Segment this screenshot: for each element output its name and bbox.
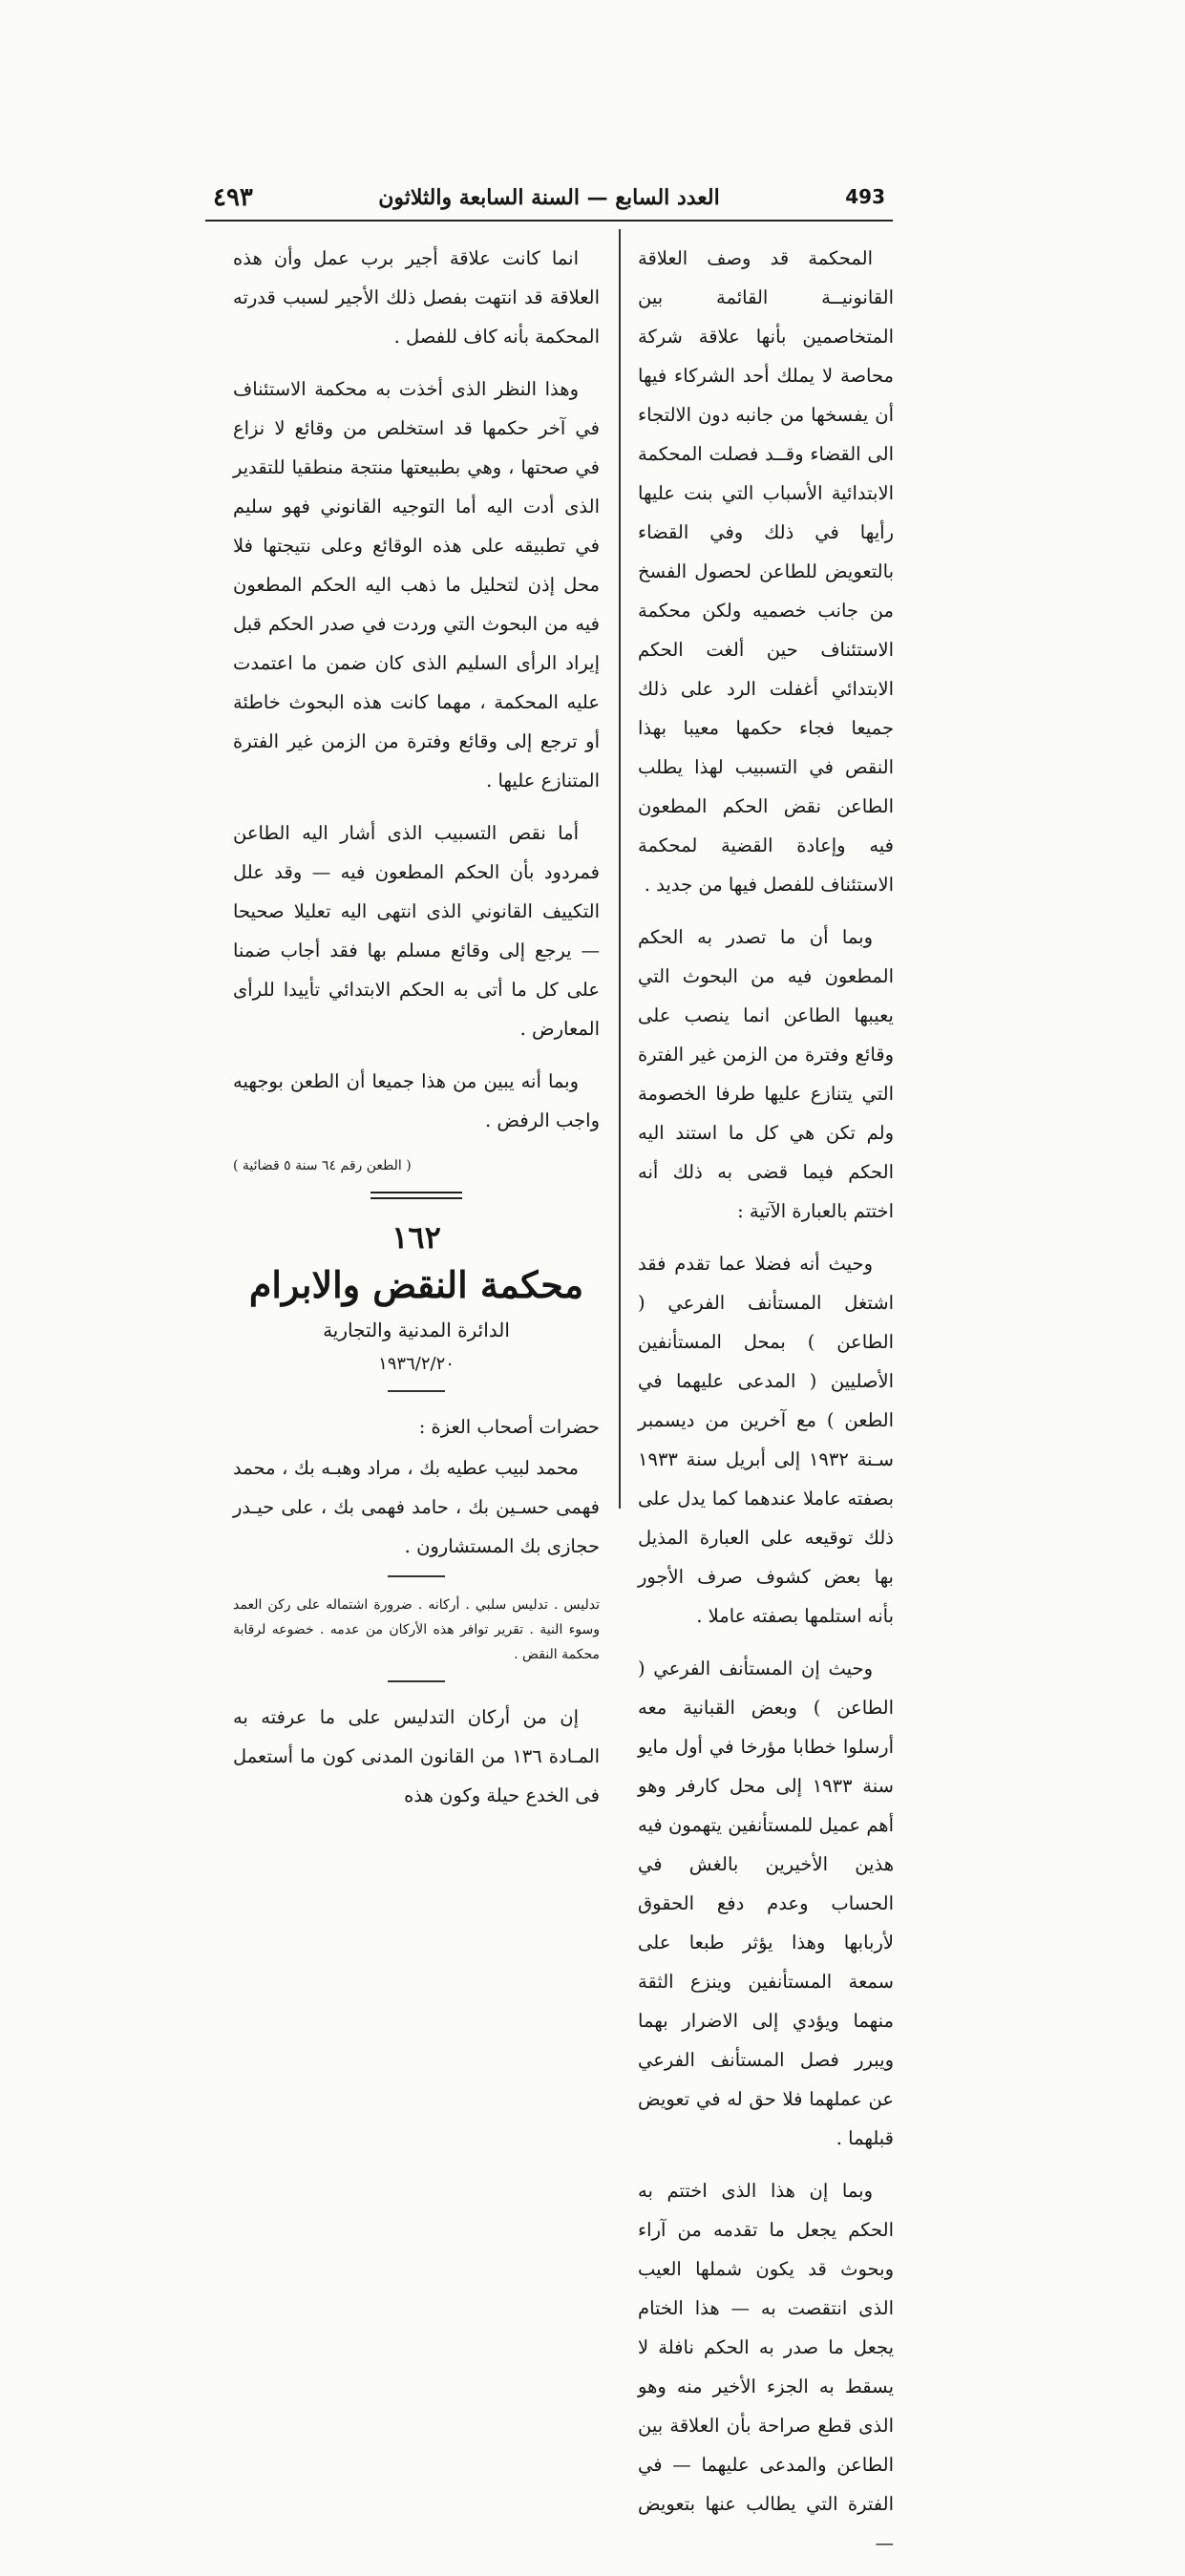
short-divider	[388, 1575, 445, 1577]
short-divider	[388, 1390, 445, 1392]
paragraph: وهذا النظر الذى أخذت به محكمة الاستئناف في آخر حكمها قد استخلص من وقائع لا نزاع في صحتها ، وهي بطبيعتها منتجة منطقيا للتقدير الذى أدت اليه أما التوجيه القانوني فهو سليم في تطبيقه على هذه الوقائع وعلى نتيجتها فلا محل إذن لتحليل ما ذهب اليه الحكم المطعون فيه من البحوث التي وردت في صدر الحكم قبل إيراد الرأى السليم الذى كان ضمن ما اعتمدت عليه المحكمة ، مهما كانت هذه البحوث خاطئة أو ترجع إلى وقائع وفترة من الزمن غير الفترة المتنازع عليها .	[233, 378, 600, 792]
paragraph: وحيث إن المستأنف الفرعي ( الطاعن ) وبعض القبانية معه أرسلوا خطابا مؤرخا في أول مايو سنة ١٩٣٣ إلى محل كارفر وهو أهم عميل للمستأنفين يتهمون فيه هذين الأخيرين بالغش في الحساب وعدم دفع الحقوق لأربابها وهذا يؤثر طبعا على سمعة المستأنفين وينزع الثقة منهما ويؤدي إلى الاضرار بهما ويبرر فصل المستأنف الفرعي عن عملهما فلا حق له في تعويض قبلهما .	[638, 1658, 894, 2149]
paragraph: المحكمة قد وصف العلاقة القانونيــة القائمة بين المتخاصمين بأنها علاقة شركة محاصة لا يملك أحد الشركاء فيها أن يفسخها من جانبه دون الالتجاء الى القضاء وقــد فصلت المحكمة الابتدائية الأسباب التي بنت عليها رأيها في ذلك وفي القضاء بالتعويض للطاعن لحصول الفسخ من جانب خصميه ولكن محكمة الاستئناف حين ألغت الحكم الابتدائي أغفلت الرد على ذلك جميعا فجاء حكمها معيبا بهذا النقص في التسبيب لهذا يطلب الطاعن نقض الحكم المطعون فيه وإعادة القضية لمحكمة الاستئناف للفصل فيها من جديد .	[638, 247, 894, 896]
case-number: ١٦٢	[391, 1219, 441, 1256]
right-column	[638, 239, 894, 2576]
section-divider	[370, 1192, 462, 1199]
page-number-arabic: ٤٩٣	[213, 183, 253, 212]
short-divider	[388, 1680, 445, 1682]
paragraph: وبما أنه يبين من هذا جميعا أن الطعن بوجهيه واجب الرفض .	[233, 1070, 600, 1131]
attendees-list: محمد لبيب عطيه بك ، مراد وهبـه بك ، محمد فهمى حسـين بك ، حامد فهمى بك ، على حيـدر حجازى بك المستشارون .	[233, 1457, 600, 1557]
attendees-intro: حضرات أصحاب العزة :	[418, 1416, 600, 1438]
header-rule	[205, 220, 893, 222]
paragraph: إن من أركان التدليس على ما عرفته به المـادة ١٣٦ من القانون المدنى كون ما أستعمل فى الخدع حيلة وكون هذه	[233, 1706, 600, 1806]
left-column	[233, 239, 600, 1828]
column-divider	[619, 229, 621, 1509]
paragraph: وحيث أنه فضلا عما تقدم فقد اشتغل المستأنف الفرعي ( الطاعن ) بمحل المستأنفين الأصليين ( المدعى عليهما في الطعن ) مع آخرين من ديسمبر سـنة ١٩٣٢ إلى أبريل سنة ١٩٣٣ بصفته عاملا عندهما كما يدل على ذلك توقيعه على العبارة المذيل بها بعض كشوف صرف الأجور بأنه استلمها بصفته عاملا .	[638, 1253, 894, 1627]
case-date: ١٩٣٦/٢/٢٠	[378, 1354, 455, 1374]
case-reference: ( الطعن رقم ٦٤ سنة ٥ قضائية )	[233, 1158, 412, 1173]
paragraph: وبما إن هذا الذى اختتم به الحكم يجعل ما تقدمه من آراء وبحوث قد يكون شملها العيب الذى انتقصت به — هذا الختام يجعل ما صدر به الحكم نافلة لا يسقط به الجزء الأخير منه وهو الذى قطع صراحة بأن العلاقة بين الطاعن والمدعى عليهما — في الفترة التي يطالب عنها بتعويض —	[638, 2180, 894, 2554]
running-title: العدد السابع — السنة السابعة والثلاثون	[378, 185, 720, 210]
headnote: تدليس . تدليس سلبي . أركانه . ضرورة اشتماله على ركن العمد وسوء النية . تقرير توافر هذه الأركان من عدمه . خضوعه لرقابة محكمة النقض .	[233, 1597, 600, 1662]
paragraph: وبما أن ما تصدر به الحكم المطعون فيه من البحوث التي يعيبها الطاعن انما ينصب على وقائع وفترة من الزمن غير الفترة التي يتنازع عليها طرفا الخصومة ولم تكن هي كل ما استند اليه الحكم فيما قضى به ذلك أنه اختتم بالعبارة الآتية :	[638, 926, 894, 1222]
court-circuit: الدائرة المدنية والتجارية	[323, 1319, 510, 1341]
court-name: محكمة النقض والابرام	[248, 1263, 584, 1306]
page-header	[205, 179, 893, 218]
paragraph: أما نقص التسبيب الذى أشار اليه الطاعن فمردود بأن الحكم المطعون فيه — وقد علل التكييف القانوني الذى انتهى اليه تعليلا صحيحا — يرجع إلى وقائع مسلم بها فقد أجاب ضمنا على كل ما أتى به الحكم الابتدائي تأييدا للرأى المعارض .	[233, 822, 600, 1040]
paragraph: انما كانت علاقة أجير برب عمل وأن هذه العلاقة قد انتهت بفصل ذلك الأجير لسبب قدرته المحكمة بأنه كاف للفصل .	[233, 247, 600, 348]
page-number-latin: 493	[845, 185, 885, 208]
